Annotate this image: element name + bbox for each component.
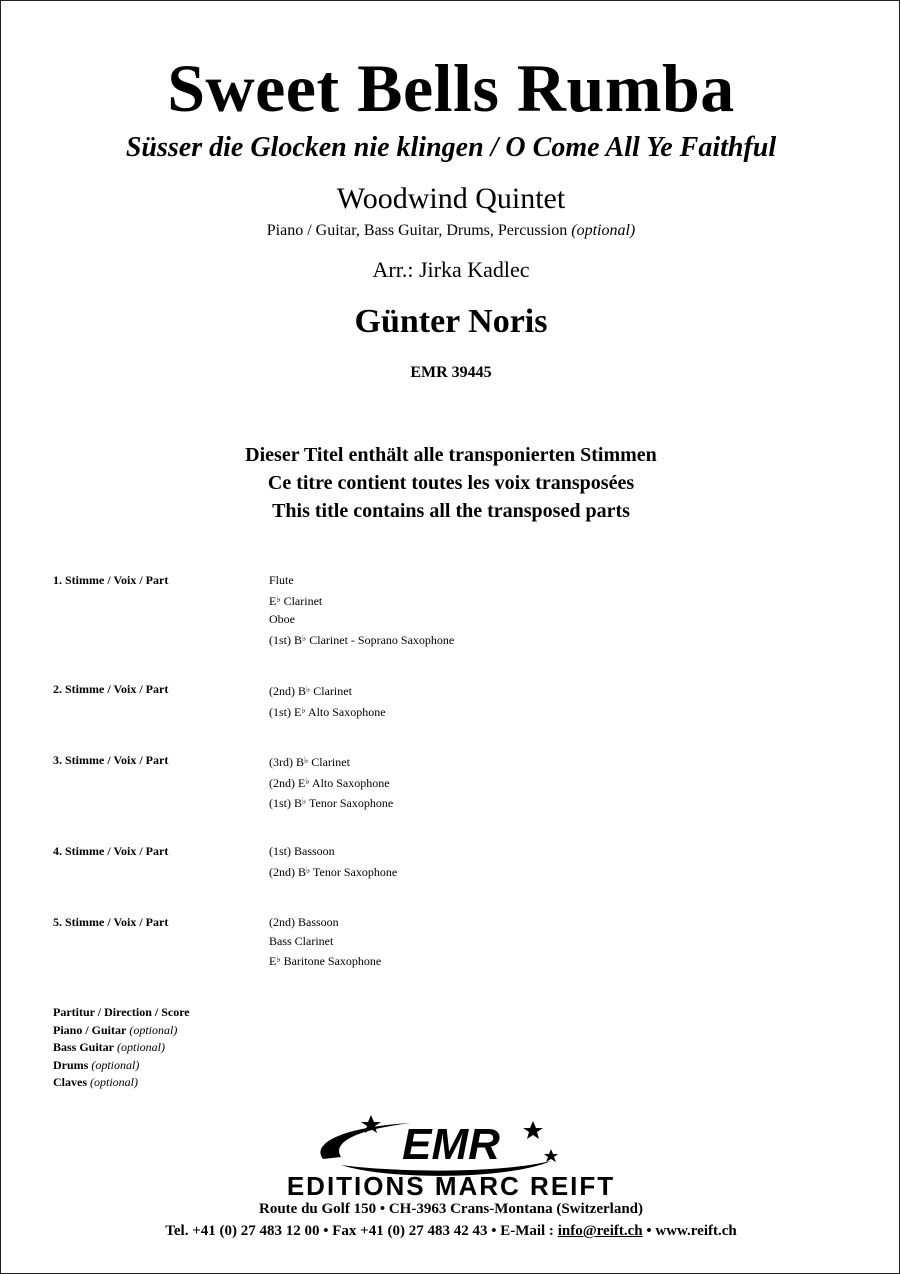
instrument-line [269, 590, 454, 611]
extra-part-line [53, 1022, 190, 1040]
instrument-text: Tenor Saxophone [306, 796, 394, 810]
instrument-text: (2nd) Bassoon [269, 915, 339, 929]
instrument-text: Bass Clarinet [269, 933, 334, 948]
part-instruments [269, 751, 393, 813]
flat-sign-icon: ♭ [276, 954, 281, 964]
instrumentation-line [1, 221, 900, 241]
extra-part-line [53, 1074, 190, 1092]
extra-part-line [53, 1004, 190, 1022]
instrument-line [269, 950, 381, 971]
instrument-line [269, 629, 454, 650]
instrument-line [269, 772, 393, 793]
instrument-text: (1st) E [269, 704, 302, 719]
instrument-text: E [269, 954, 277, 968]
publisher-name: EDITIONS MARC REIFT [286, 1171, 616, 1201]
instrument-text: (3rd) B [269, 755, 304, 769]
instrument-text: Oboe [269, 612, 295, 626]
part-instruments [269, 913, 381, 971]
instrument-text: Flute [269, 573, 294, 587]
extra-part-optional: (optional) [117, 1040, 166, 1054]
extra-part-line [53, 1057, 190, 1075]
star-icon [523, 1121, 543, 1139]
instrument-text: (1st) Bassoon [269, 844, 335, 858]
instrument-line [269, 610, 454, 629]
publisher-email[interactable]: info@reift.ch [557, 1223, 643, 1239]
composer: Günter Noris [354, 303, 548, 340]
instrument-text: Clarinet [310, 684, 352, 698]
transposed-note-en: This title contains all the transposed parts [272, 500, 630, 522]
instrument-text: (2nd) B [269, 684, 306, 698]
piece-title: Sweet Bells Rumba [167, 50, 735, 126]
instrument-line [269, 932, 381, 951]
instrument-line [269, 751, 393, 772]
flat-sign-icon: ♭ [302, 796, 307, 806]
instrument-text: (1st) B [269, 796, 302, 810]
ensemble-name: Woodwind Quintet [336, 182, 566, 215]
part-instruments [269, 842, 397, 881]
instrument-line [269, 913, 381, 932]
extra-part-optional: (optional) [129, 1022, 178, 1037]
instrument-text: E [269, 593, 277, 608]
transposed-note-de: Dieser Titel enthält alle transponierten Stimmen [245, 444, 657, 466]
star-icon [544, 1149, 558, 1162]
instrument-text: (2nd) B [269, 864, 306, 879]
instrument-text: Clarinet [280, 593, 323, 608]
flat-sign-icon: ♭ [304, 755, 309, 765]
instrument-text: Tenor Saxophone [310, 864, 398, 879]
instrument-line [269, 842, 397, 861]
extra-part-name: Partitur / Direction / Score [53, 1005, 190, 1019]
part-instruments [269, 680, 386, 721]
extra-part-name: Piano / Guitar [53, 1022, 127, 1037]
part-label: 4. Stimme / Voix / Part [53, 844, 169, 858]
flat-sign-icon: ♭ [276, 593, 281, 604]
arranger: Arr.: Jirka Kadlec [372, 257, 530, 282]
extras-list [53, 1004, 190, 1092]
instrument-text: Clarinet - Soprano Saxophone [306, 632, 455, 647]
extra-part-optional: (optional) [91, 1057, 140, 1072]
flat-sign-icon: ♭ [306, 684, 311, 694]
flat-sign-icon: ♭ [305, 775, 310, 786]
extra-part-optional: (optional) [90, 1075, 138, 1089]
instrument-text: Alto Saxophone [309, 775, 390, 790]
logo-text: EMR [402, 1120, 500, 1169]
instrumentation-optional: (optional) [571, 222, 636, 239]
instrument-line [269, 680, 386, 701]
part-label: 5. Stimme / Voix / Part [53, 915, 169, 929]
publisher-address: Route du Golf 150 • CH-3963 Crans-Montana (Switzerland) [259, 1201, 643, 1217]
extra-part-name: Drums [53, 1057, 89, 1072]
flat-sign-icon: ♭ [306, 864, 311, 875]
instrument-line [269, 861, 397, 882]
publisher-website[interactable]: • www.reift.ch [642, 1223, 737, 1239]
instrument-text: Baritone Saxophone [280, 954, 382, 968]
instrumentation-text: Piano / Guitar, Bass Guitar, Drums, Percussion [266, 222, 568, 239]
extra-part-name: Bass Guitar [53, 1040, 115, 1054]
instrument-text: Clarinet [308, 755, 350, 769]
transposed-note-fr: Ce titre contient toutes les voix transposées [267, 472, 635, 494]
catalog-number: EMR 39445 [410, 364, 492, 381]
emr-logo [301, 1109, 601, 1179]
extra-part-line [53, 1039, 190, 1057]
part-label: 1. Stimme / Voix / Part [53, 573, 169, 587]
instrument-line [269, 792, 393, 813]
instrument-line [269, 571, 454, 590]
part-label: 3. Stimme / Voix / Part [53, 753, 169, 767]
piece-subtitle: Süsser die Glocken nie klingen / O Come All Ye Faithful [125, 132, 777, 163]
extra-part-name: Claves [53, 1075, 87, 1089]
logo-swoosh-left [320, 1123, 411, 1159]
part-instruments [269, 571, 454, 649]
publisher-phone: Tel. +41 (0) 27 483 12 00 • Fax +41 (0) 27 483 42 43 • E-Mail : [165, 1223, 558, 1239]
publisher-contact [1, 1221, 900, 1241]
flat-sign-icon: ♭ [302, 632, 307, 643]
instrument-text: Alto Saxophone [305, 704, 386, 719]
instrument-text: (1st) B [269, 632, 302, 647]
instrument-line [269, 701, 386, 722]
part-label: 2. Stimme / Voix / Part [53, 682, 169, 696]
instrument-text: (2nd) E [269, 775, 306, 790]
flat-sign-icon: ♭ [301, 704, 306, 715]
